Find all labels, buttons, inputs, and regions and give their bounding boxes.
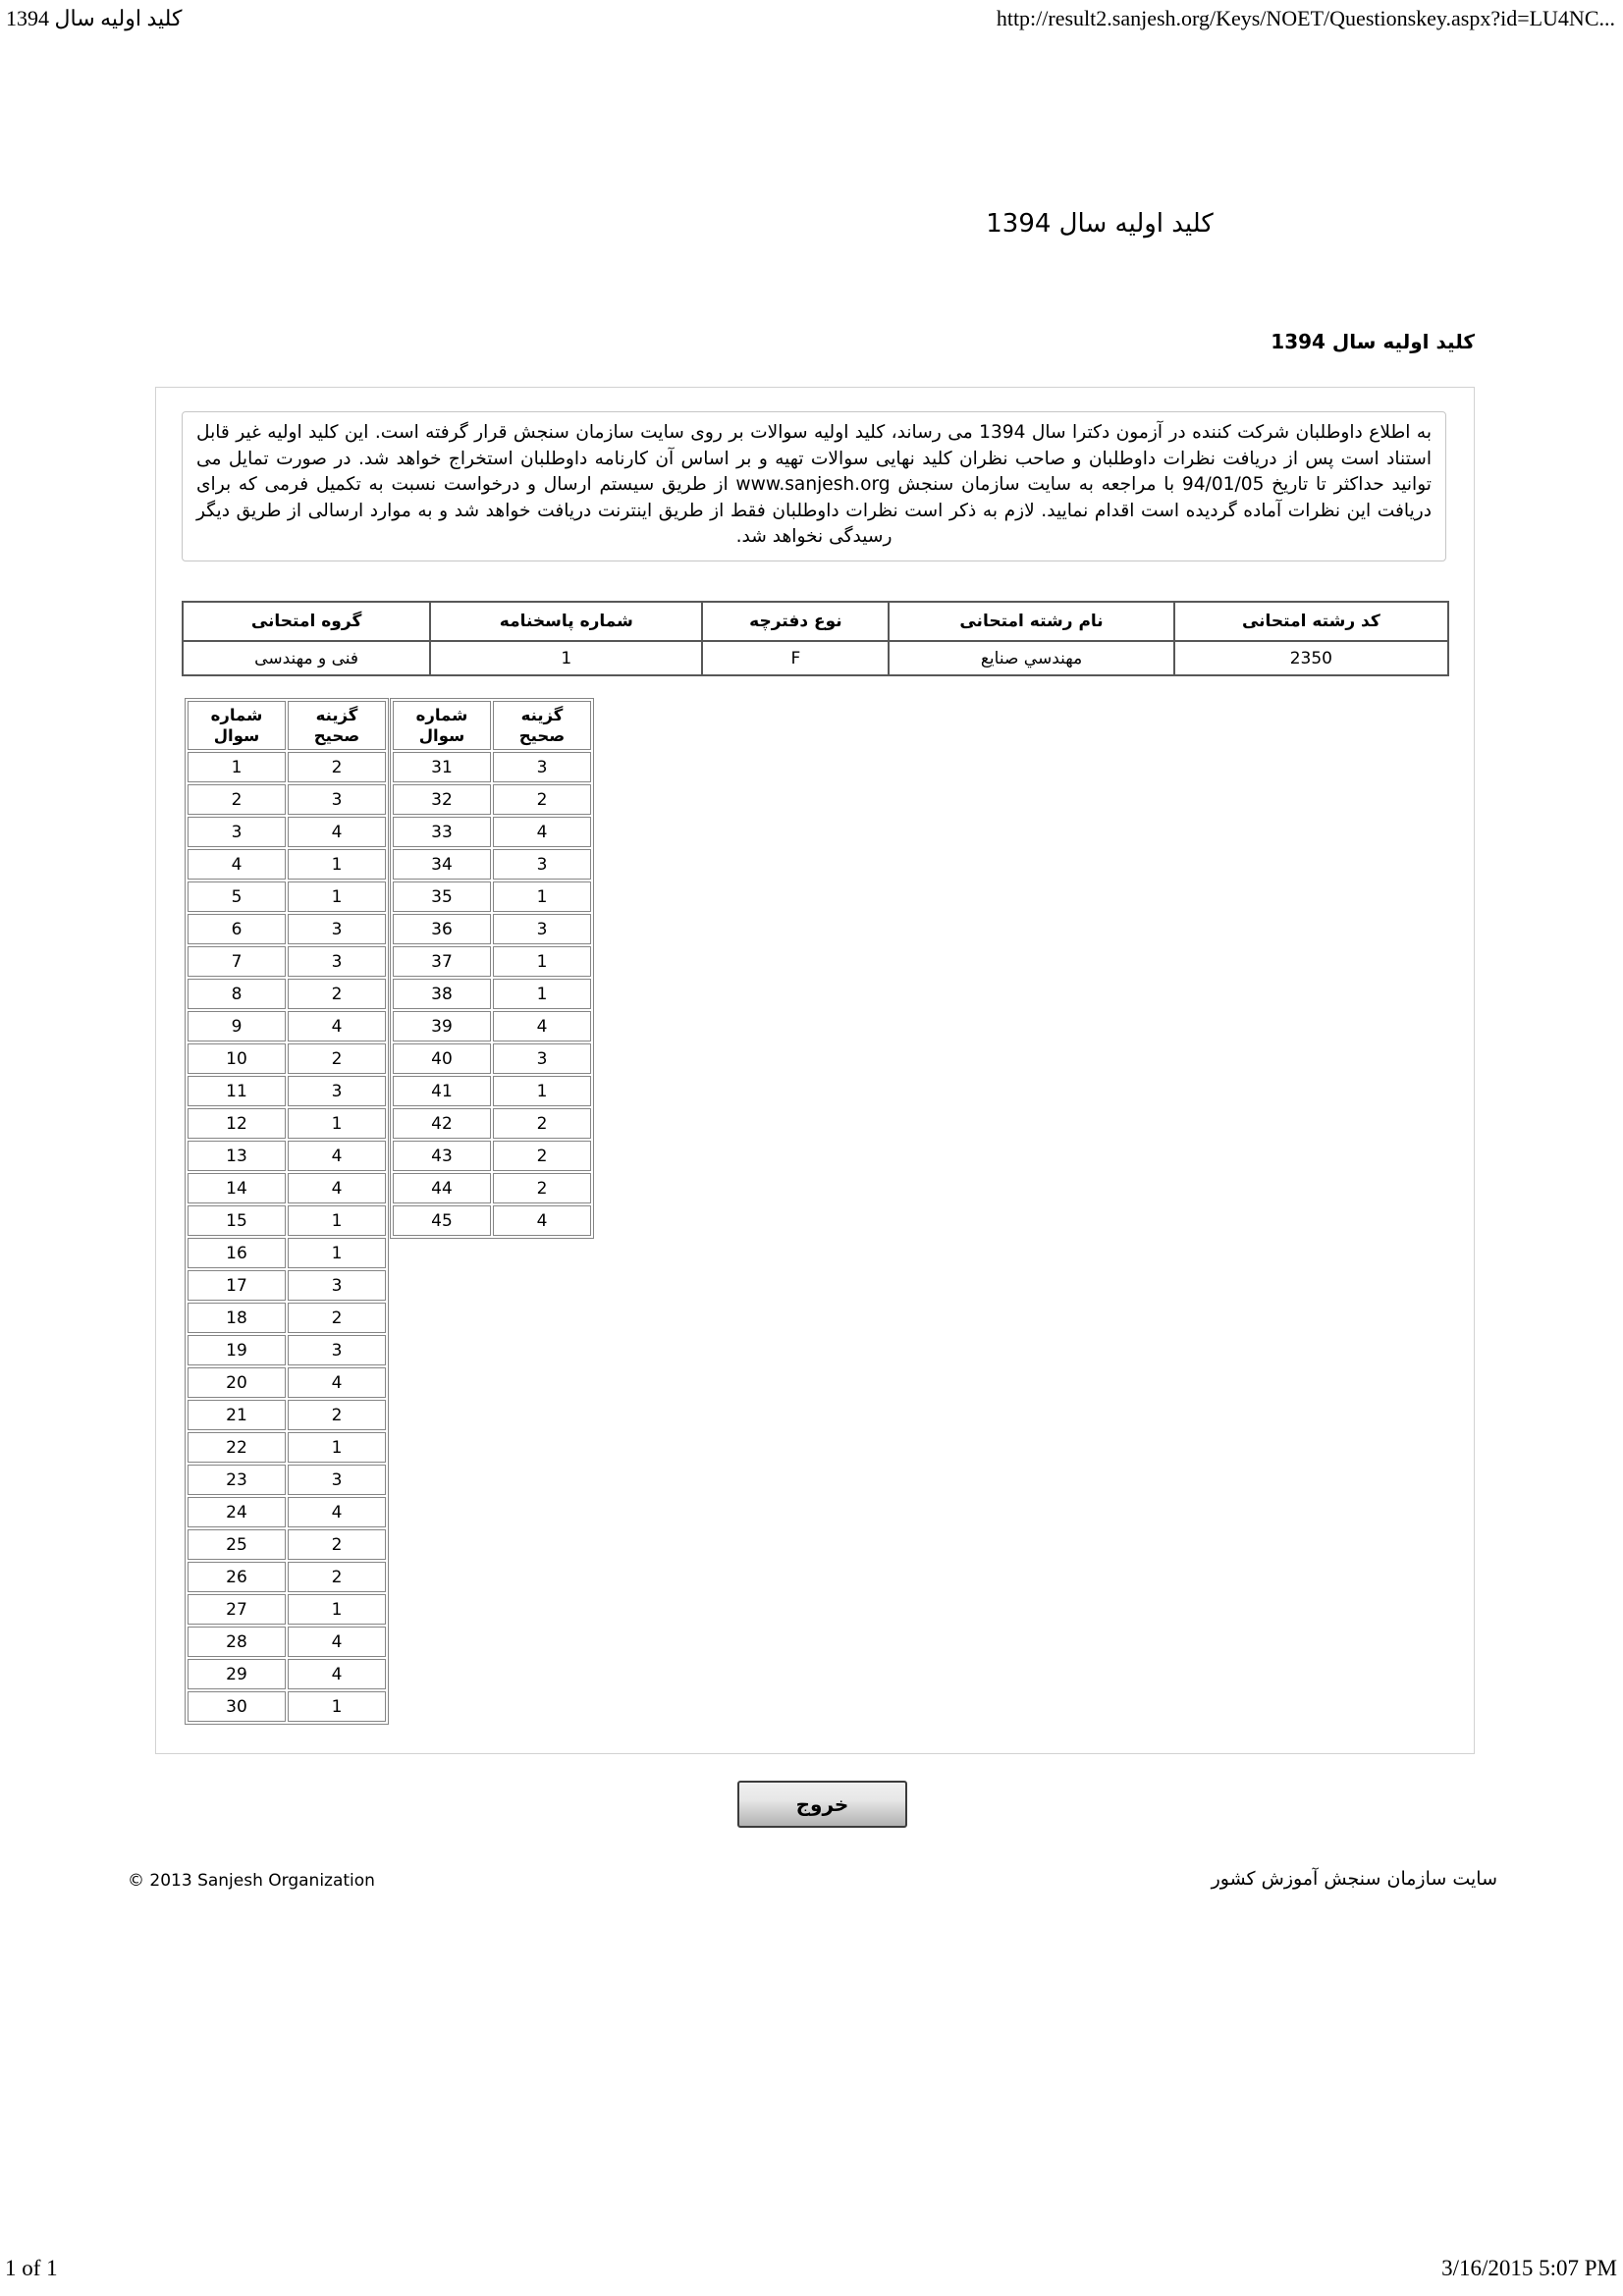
column-header-cell: نام رشته امتحانی [889,602,1173,641]
table-cell: 1 [288,1432,386,1463]
table-cell: 24 [188,1497,286,1527]
column-header-cell: گزینه صحیح [493,701,591,750]
table-row [393,1011,591,1041]
print-header-title: کلید اولیه سال 1394 [6,6,183,30]
table-cell: 4 [288,1659,386,1689]
table-cell: 1 [188,752,286,782]
table-cell: 34 [393,849,491,880]
table-row [188,1238,386,1268]
answer-table-2-head [393,701,591,750]
exit-button[interactable]: خروج [737,1781,907,1828]
table-cell: 45 [393,1205,491,1236]
table-cell: 1 [430,641,702,675]
table-row [393,849,591,880]
table-row [393,946,591,977]
table-cell: 42 [393,1108,491,1139]
column-header-cell: گروه امتحانی [183,602,430,641]
table-cell: 1 [288,881,386,912]
table-cell: 6 [188,914,286,944]
table-row [188,1529,386,1560]
table-cell: 4 [288,1627,386,1657]
answer-key-table-1-30 [185,698,389,1725]
table-row [188,1108,386,1139]
table-cell: 3 [493,849,591,880]
table-cell: 30 [188,1691,286,1722]
table-cell: 3 [493,752,591,782]
answer-table-1-head [188,701,386,750]
table-cell: 1 [493,946,591,977]
column-header-cell: شماره سوال [393,701,491,750]
table-row [188,1367,386,1398]
table-cell: 18 [188,1303,286,1333]
table-cell: 3 [288,784,386,815]
table-cell: 38 [393,979,491,1009]
table-row [188,784,386,815]
table-row [188,881,386,912]
table-header-row [188,701,386,750]
table-cell: 3 [188,817,286,847]
table-cell: 1 [493,881,591,912]
table-cell: 2 [493,1108,591,1139]
table-row [393,979,591,1009]
table-cell: 16 [188,1238,286,1268]
table-cell: 3 [288,1335,386,1365]
print-page-number: 1 of 1 [5,2256,58,2280]
table-cell: 2 [288,1562,386,1592]
answer-table-2-body [393,752,591,1236]
table-cell: 2 [288,1303,386,1333]
table-cell: 8 [188,979,286,1009]
table-cell: 4 [288,817,386,847]
table-cell: 37 [393,946,491,977]
table-cell: 44 [393,1173,491,1203]
table-cell: 3 [493,914,591,944]
table-cell: 4 [288,1173,386,1203]
table-cell: 36 [393,914,491,944]
table-cell: 2 [493,1141,591,1171]
column-header-cell: گزینه صحیح [288,701,386,750]
table-row [393,1141,591,1171]
table-cell: 1 [288,1594,386,1625]
table-cell: 43 [393,1141,491,1171]
table-row [188,1173,386,1203]
table-cell: 7 [188,946,286,977]
print-datetime: 3/16/2015 5:07 PM [1441,2256,1617,2280]
table-cell: 4 [493,817,591,847]
print-header-url: http://result2.sanjesh.org/Keys/NOET/Questionskey.aspx?id=LU4NC... [996,6,1615,30]
column-header-cell: شماره پاسخنامه [430,602,702,641]
table-cell: 14 [188,1173,286,1203]
table-cell: 5 [188,881,286,912]
table-cell: فنی و مهندسی [183,641,430,675]
table-cell: 20 [188,1367,286,1398]
table-cell: 32 [393,784,491,815]
table-cell: 3 [288,914,386,944]
table-cell: 3 [288,1076,386,1106]
table-header-row [183,602,1448,641]
table-row [183,641,1448,675]
table-cell: 1 [493,979,591,1009]
table-cell: 26 [188,1562,286,1592]
notice-paragraph: به اطلاع داوطلبان شرکت کننده در آزمون دکترا سال 1394 می رساند، کلید اولیه سوالات بر روی سایت سازمان سنجش قرار گرفته است. این کلید اولیه غیر قابل استناد است پس از دریافت نظرات داوطلبان و صاحب نظران کلید نهایی سوالات تهیه و بر اساس آن کارنامه داوطلبان استخراج خواهد شد. در صورت تمایل می توانید حداکثر تا تاریخ 94/01/05 با مراجعه به سایت سازمان سنجش www.sanjesh.org از طریق سیستم ارسال و درخواست نسبت به تکمیل فرمی که برای دریافت این نظرات آماده گردیده است اقدام نمایید. لازم به ذکر است نظرات داوطلبان فقط از طریق اینترنت دریافت خواهد شد و به موارد ارسالی از طریق دیگر رسیدگی نخواهد شد. [182,411,1446,561]
table-row [188,1043,386,1074]
table-cell: 2 [288,1043,386,1074]
table-row [188,1659,386,1689]
table-row [393,817,591,847]
table-cell: 3 [288,1270,386,1301]
table-cell: 1 [288,1238,386,1268]
answer-table-1-body [188,752,386,1722]
page-title: کلید اولیه سال 1394 [986,209,1214,239]
table-cell: 3 [288,946,386,977]
table-row [188,1335,386,1365]
table-cell: 4 [288,1141,386,1171]
table-cell: 33 [393,817,491,847]
table-row [393,1108,591,1139]
table-cell: 27 [188,1594,286,1625]
table-row [188,1432,386,1463]
table-row [188,1627,386,1657]
table-cell: 4 [493,1011,591,1041]
exam-info-table-head [183,602,1448,641]
table-cell: 2 [288,979,386,1009]
table-cell: 35 [393,881,491,912]
table-cell: 22 [188,1432,286,1463]
table-cell: 19 [188,1335,286,1365]
table-row [188,1465,386,1495]
table-row [393,752,591,782]
table-cell: 1 [288,1691,386,1722]
table-header-row [393,701,591,750]
content-box [155,387,1475,1754]
table-row [188,1400,386,1430]
table-cell: 3 [288,1465,386,1495]
column-header-cell: شماره سوال [188,701,286,750]
table-row [188,979,386,1009]
table-cell: 4 [288,1497,386,1527]
table-cell: 17 [188,1270,286,1301]
table-cell: 25 [188,1529,286,1560]
table-cell: 1 [493,1076,591,1106]
table-cell: 3 [493,1043,591,1074]
table-cell: 15 [188,1205,286,1236]
exam-info-table [182,601,1449,676]
table-cell: F [702,641,889,675]
table-row [188,1270,386,1301]
table-cell: 29 [188,1659,286,1689]
table-cell: 9 [188,1011,286,1041]
table-row [188,849,386,880]
table-cell: 2 [288,752,386,782]
table-cell: 10 [188,1043,286,1074]
table-row [188,1011,386,1041]
table-row [188,1497,386,1527]
table-cell: 40 [393,1043,491,1074]
table-cell: 28 [188,1627,286,1657]
table-row [188,1076,386,1106]
table-cell: 2 [288,1529,386,1560]
table-row [188,1303,386,1333]
table-cell: 21 [188,1400,286,1430]
exam-info-table-body [183,641,1448,675]
table-row [188,1594,386,1625]
table-cell: 2350 [1174,641,1448,675]
section-heading: کلید اولیه سال 1394 [1271,330,1475,353]
column-header-cell: نوع دفترچه [702,602,889,641]
table-row [188,752,386,782]
table-row [188,1141,386,1171]
table-cell: 1 [288,1205,386,1236]
column-header-cell: کد رشته امتحانی [1174,602,1448,641]
table-row [393,914,591,944]
table-cell: 41 [393,1076,491,1106]
table-row [393,1205,591,1236]
table-row [188,1562,386,1592]
site-name-text: سایت سازمان سنجش آموزش کشور [1211,1868,1497,1890]
table-row [393,1043,591,1074]
table-cell: 4 [288,1011,386,1041]
table-cell: مهندسي صنايع [889,641,1173,675]
table-cell: 2 [493,784,591,815]
table-cell: 1 [288,849,386,880]
table-cell: 23 [188,1465,286,1495]
table-cell: 1 [288,1108,386,1139]
table-cell: 4 [288,1367,386,1398]
table-cell: 39 [393,1011,491,1041]
copyright-text: © 2013 Sanjesh Organization [128,1871,375,1891]
table-cell: 31 [393,752,491,782]
table-cell: 2 [188,784,286,815]
table-row [393,881,591,912]
table-cell: 11 [188,1076,286,1106]
table-row [188,914,386,944]
table-cell: 12 [188,1108,286,1139]
table-cell: 2 [493,1173,591,1203]
table-row [393,784,591,815]
table-cell: 2 [288,1400,386,1430]
table-row [188,1691,386,1722]
table-cell: 4 [493,1205,591,1236]
table-row [393,1076,591,1106]
table-cell: 13 [188,1141,286,1171]
table-row [188,946,386,977]
table-row [188,1205,386,1236]
table-row [188,817,386,847]
table-cell: 4 [188,849,286,880]
table-row [393,1173,591,1203]
answer-key-table-31-45 [390,698,594,1239]
